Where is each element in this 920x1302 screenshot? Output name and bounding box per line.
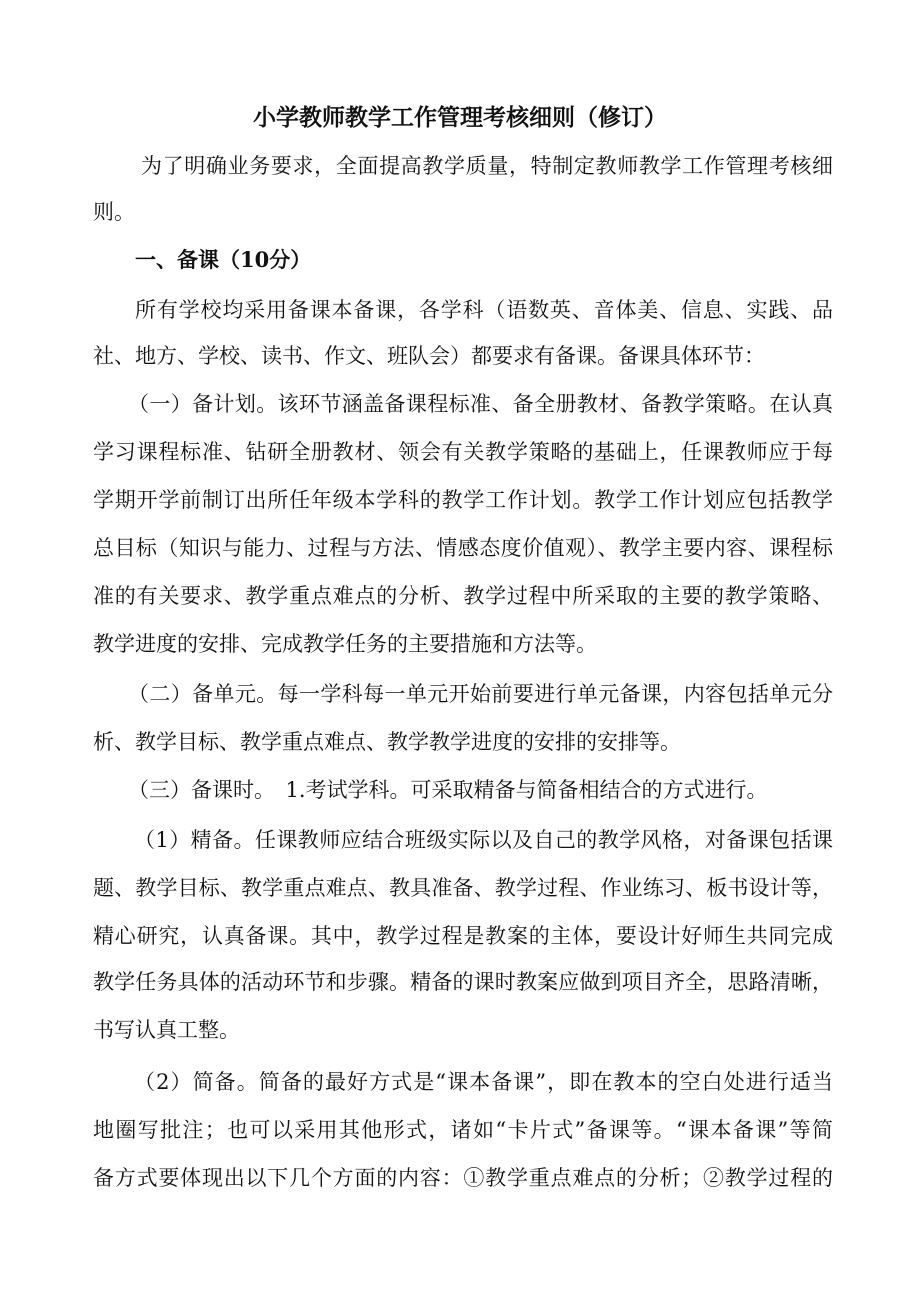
paragraph-line: 所有学校均采用备课本备课，各学科（语数英、音体美、信息、实践、品 — [135, 298, 833, 322]
paragraph-line: （1）精备。任课教师应结合班级实际以及自己的教学风格，对备课包括课 — [134, 828, 833, 852]
paragraph-line: 教学任务具体的活动环节和步骤。精备的课时教案应做到项目齐全，思路清晰， — [93, 970, 833, 994]
paragraph-line: 备方式要体现出以下几个方面的内容：①教学重点难点的分析；②教学过程的 — [93, 1166, 833, 1190]
paragraph-line: 析、教学目标、教学重点难点、教学教学进度的安排的安排等。 — [93, 730, 681, 754]
intro-line: 为了明确业务要求，全面提高教学质量，特制定教师教学工作管理考核细 — [141, 154, 833, 178]
intro-line: 则。 — [93, 200, 135, 224]
paragraph-line: （一）备计划。该环节涵盖备课程标准、备全册教材、备教学策略。在认真 — [128, 392, 833, 416]
paragraph-line: 学期开学前制订出所任年级本学科的教学工作计划。教学工作计划应包括教学 — [93, 488, 833, 512]
document-title: 小学教师教学工作管理考核细则（修订） — [253, 104, 667, 131]
paragraph-line: （2）简备。简备的最好方式是“课本备课”，即在教本的空白处进行适当 — [134, 1070, 833, 1094]
paragraph-line: 书写认真工整。 — [93, 1018, 240, 1042]
paragraph-line: 教学进度的安排、完成教学任务的主要措施和方法等。 — [93, 632, 597, 656]
paragraph-line: 总目标（知识与能力、过程与方法、情感态度价值观）、教学主要内容、课程标 — [93, 536, 833, 560]
paragraph-line: 学习课程标准、钻研全册教材、领会有关教学策略的基础上，任课教师应于每 — [93, 440, 833, 464]
paragraph-line: 精心研究，认真备课。其中，教学过程是教案的主体，要设计好师生共同完成 — [93, 924, 833, 948]
paragraph-line: 地圈写批注；也可以采用其他形式，诸如“卡片式”备课等。“课本备课”等简 — [93, 1118, 833, 1142]
paragraph-line: （三）备课时。 1.考试学科。可采取精备与简备相结合的方式进行。 — [128, 778, 768, 802]
paragraph-line: （二）备单元。每一学科每一单元开始前要进行单元备课，内容包括单元分 — [128, 682, 833, 706]
paragraph-line: 题、教学目标、教学重点难点、教具准备、教学过程、作业练习、板书设计等， — [93, 876, 833, 900]
section-heading-lesson-prep: 一、备课（10分） — [135, 247, 312, 272]
paragraph-line: 社、地方、学校、读书、作文、班队会）都要求有备课。备课具体环节： — [93, 344, 765, 368]
paragraph-line: 准的有关要求、教学重点难点的分析、教学过程中所采取的主要的教学策略、 — [93, 584, 833, 608]
